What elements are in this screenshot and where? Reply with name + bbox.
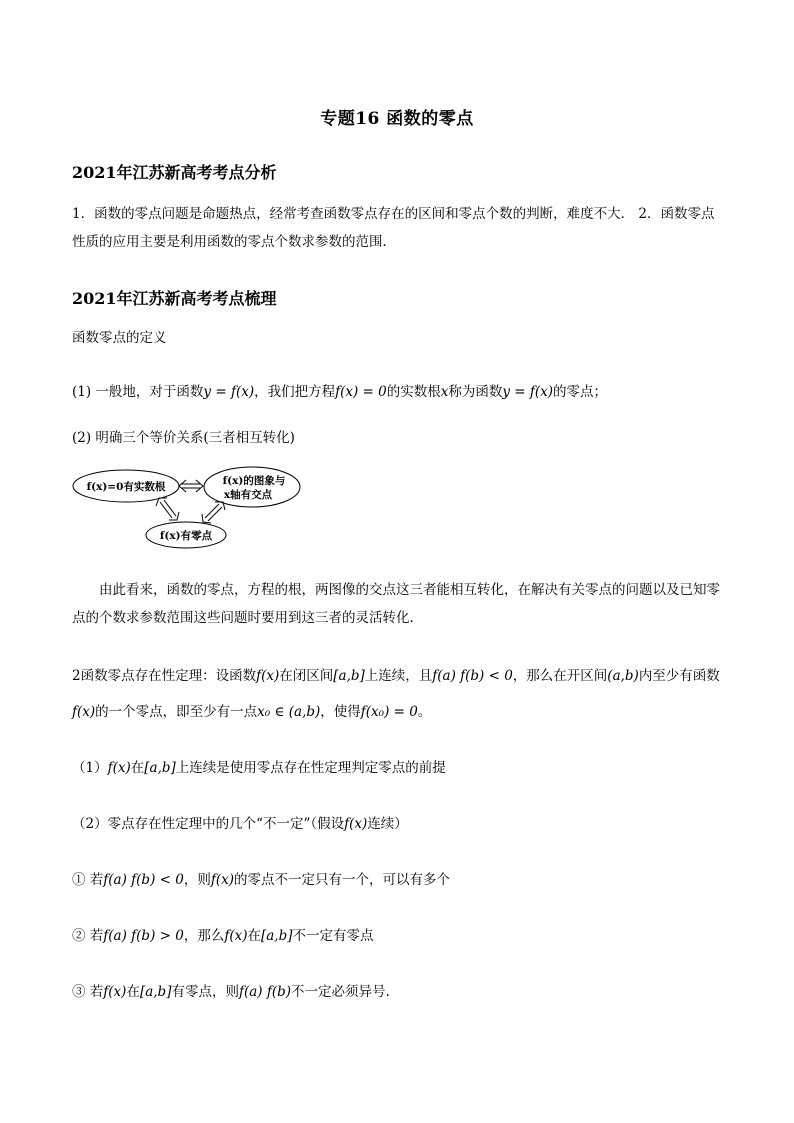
math-expression: f(x)	[256, 668, 280, 684]
case-text: 有零点，则	[171, 984, 239, 1000]
definition-text: (1) 一般地，对于函数	[72, 384, 204, 400]
math-expression: f(a) f(b) < 0	[432, 668, 513, 684]
definition-text: 的实数根	[386, 384, 441, 400]
case-text: ，则	[183, 872, 211, 888]
case-text: ③ 若	[72, 984, 104, 1000]
math-expression: y = f(x)	[502, 384, 554, 400]
definition-text: 称为函数	[448, 384, 503, 400]
theorem-text: 内至少有函数	[638, 668, 720, 684]
math-expression: (a,b)	[607, 668, 639, 684]
theorem-text: 上连续，且	[364, 668, 433, 684]
summary-paragraph: 由此看来，函数的零点，方程的根，两图像的交点这三者能相互转化，在解决有关零点的问题以及已知零点的个数求参数范围这些问题时要用到这三者的灵活转化．	[72, 582, 720, 626]
diagram-label-right-1: f(x)的图象与	[222, 475, 286, 487]
math-expression: [a,b]	[333, 668, 365, 684]
math-expression: [a,b]	[139, 984, 172, 1000]
double-arrow-right-diagonal-icon	[202, 502, 225, 523]
case-3	[72, 978, 724, 1006]
definition-item-1	[72, 378, 724, 406]
case-text: ② 若	[72, 928, 104, 944]
math-expression: f(a) f(b) < 0	[103, 872, 184, 888]
case-text: 在	[126, 984, 140, 1000]
note-2	[72, 810, 724, 838]
theorem-text: 2函数零点存在性定理：设函数	[72, 668, 257, 684]
theorem-paragraph	[72, 658, 724, 730]
math-expression: f(a) f(b) > 0	[103, 928, 184, 944]
math-expression: f(x₀) = 0	[360, 704, 418, 720]
math-expression: f(x)	[72, 704, 96, 720]
note-text: 连续）	[367, 816, 408, 832]
theorem-text: 的一个零点，即至少有一点	[95, 704, 258, 720]
note-text: （1）	[72, 760, 108, 776]
case-text: 不一定有零点	[292, 928, 374, 944]
page-title: 专题16 函数的零点	[320, 109, 474, 129]
math-expression: f(x)	[210, 872, 234, 888]
case-text: ，那么	[183, 928, 225, 944]
math-expression: y = f(x)	[203, 384, 255, 400]
math-expression: f(x)	[103, 984, 127, 1000]
note-text: 上连续是使用零点存在性定理判定零点的前提	[175, 760, 446, 776]
case-1	[72, 866, 724, 894]
diagram-label-left: f(x)=0有实数根	[86, 481, 166, 493]
math-expression: f(a) f(b)	[238, 984, 292, 1000]
diagram-label-bottom: f(x)有零点	[159, 530, 213, 542]
diagram-label-right-2: x轴有交点	[223, 489, 273, 501]
math-expression: x₀ ∈ (a,b)	[257, 704, 321, 720]
math-expression: [a,b]	[144, 760, 176, 776]
math-expression: f(x)	[344, 816, 368, 832]
note-text: 在	[130, 760, 145, 776]
theorem-text: 。	[417, 704, 432, 720]
case-text: ① 若	[72, 872, 104, 888]
definition-text: 的零点；	[553, 384, 608, 400]
case-2	[72, 922, 724, 950]
equivalence-diagram	[72, 462, 302, 554]
analysis-paragraph: 1．函数的零点问题是命题热点，经常考查函数零点存在的区间和零点个数的判断，难度不大． 2．函数零点性质的应用主要是利用函数的零点个数求参数的范围．	[72, 206, 715, 250]
section-heading-analysis: 2021年江苏新高考考点分析	[72, 163, 277, 182]
case-text: 的零点不一定只有一个，可以有多个	[233, 872, 450, 888]
subheading-zero-definition: 函数零点的定义	[72, 330, 167, 346]
theorem-text: ，那么在开区间	[512, 668, 608, 684]
theorem-text: 在闭区间	[279, 668, 334, 684]
diagram-node-right	[204, 467, 300, 507]
double-arrow-left-diagonal-icon	[156, 498, 179, 520]
math-expression: f(x)	[224, 928, 248, 944]
case-text: 不一定必须异号.	[291, 984, 390, 1000]
section-heading-review: 2021年江苏新高考考点梳理	[72, 289, 277, 308]
math-expression: [a,b]	[260, 928, 293, 944]
math-expression: f(x)	[107, 760, 131, 776]
math-expression: x	[440, 384, 449, 400]
theorem-text: ，使得	[320, 704, 361, 720]
definition-item-2: (2) 明确三个等价关系(三者相互转化)	[72, 430, 295, 446]
math-expression: f(x) = 0	[335, 384, 387, 400]
case-text: 在	[247, 928, 261, 944]
note-1	[72, 754, 724, 782]
definition-text: ，我们把方程	[254, 384, 336, 400]
double-arrow-horizontal-icon	[179, 480, 203, 492]
note-text: （2）零点存在性定理中的几个“不一定”（假设	[72, 816, 345, 832]
